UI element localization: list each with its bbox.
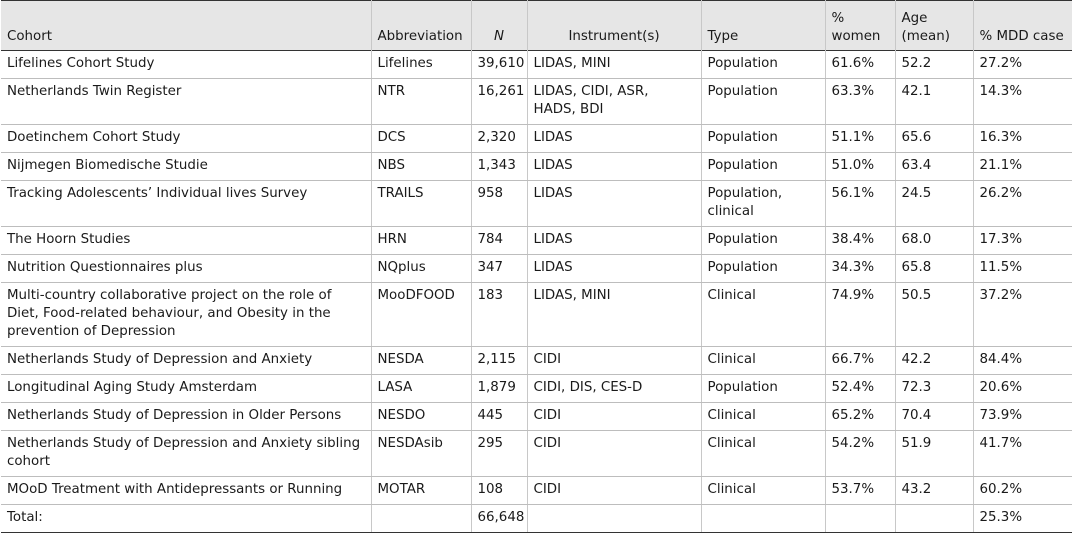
cell-women: 56.1% (825, 181, 895, 227)
cell-cohort: Doetinchem Cohort Study (1, 125, 371, 153)
cell-abbreviation: NESDA (371, 347, 471, 375)
cell-n: 347 (471, 255, 527, 283)
cell-age: 43.2 (895, 477, 973, 505)
cell-age: 70.4 (895, 403, 973, 431)
cell-mdd: 14.3% (973, 79, 1072, 125)
table-row (1, 227, 1072, 255)
cell-type: Population (701, 125, 825, 153)
cell-type: Clinical (701, 477, 825, 505)
cell-type: Population (701, 227, 825, 255)
cell-cohort: Netherlands Study of Depression and Anxiety sibling cohort (1, 431, 371, 477)
cell-mdd: 84.4% (973, 347, 1072, 375)
cell-n: 183 (471, 283, 527, 347)
cell-abbreviation: Lifelines (371, 51, 471, 79)
cell-n: 958 (471, 181, 527, 227)
cell-women: 52.4% (825, 375, 895, 403)
cell-instruments: LIDAS, MINI (527, 51, 701, 79)
cell-cohort: Netherlands Twin Register (1, 79, 371, 125)
cell-abbreviation: NBS (371, 153, 471, 181)
cell-instruments: CIDI (527, 431, 701, 477)
cell-type: Population (701, 153, 825, 181)
cell-type: Clinical (701, 283, 825, 347)
cell-type: Population, clinical (701, 181, 825, 227)
cell-cohort: Nutrition Questionnaires plus (1, 255, 371, 283)
header-women: % women (825, 1, 895, 51)
header-type: Type (701, 1, 825, 51)
cell-n: 2,320 (471, 125, 527, 153)
total-age (895, 505, 973, 533)
cell-abbreviation: MooDFOOD (371, 283, 471, 347)
table-row-total (1, 505, 1072, 533)
cell-instruments: LIDAS (527, 153, 701, 181)
total-label: Total: (1, 505, 371, 533)
cell-women: 66.7% (825, 347, 895, 375)
cell-age: 68.0 (895, 227, 973, 255)
cell-mdd: 27.2% (973, 51, 1072, 79)
table-row (1, 79, 1072, 125)
cell-instruments: LIDAS (527, 181, 701, 227)
cell-n: 108 (471, 477, 527, 505)
cell-abbreviation: NESDO (371, 403, 471, 431)
table-row (1, 431, 1072, 477)
cell-type: Clinical (701, 347, 825, 375)
cell-n: 784 (471, 227, 527, 255)
header-mdd: % MDD case (973, 1, 1072, 51)
cell-women: 63.3% (825, 79, 895, 125)
total-type (701, 505, 825, 533)
cell-abbreviation: LASA (371, 375, 471, 403)
table-row (1, 181, 1072, 227)
cohort-table (1, 0, 1072, 533)
cell-age: 65.6 (895, 125, 973, 153)
total-mdd: 25.3% (973, 505, 1072, 533)
total-instr (527, 505, 701, 533)
cell-abbreviation: HRN (371, 227, 471, 255)
cell-instruments: LIDAS, MINI (527, 283, 701, 347)
cell-women: 51.0% (825, 153, 895, 181)
header-instruments: Instrument(s) (527, 1, 701, 51)
table-row (1, 347, 1072, 375)
header-cohort: Cohort (7, 29, 52, 44)
cell-mdd: 20.6% (973, 375, 1072, 403)
cell-type: Clinical (701, 431, 825, 477)
table-header (1, 1, 1072, 51)
cell-mdd: 21.1% (973, 153, 1072, 181)
cell-mdd: 73.9% (973, 403, 1072, 431)
cell-cohort: Nijmegen Biomedische Studie (1, 153, 371, 181)
cell-mdd: 16.3% (973, 125, 1072, 153)
total-women (825, 505, 895, 533)
cell-age: 65.8 (895, 255, 973, 283)
cell-abbreviation: DCS (371, 125, 471, 153)
cell-instruments: LIDAS (527, 255, 701, 283)
table-row (1, 477, 1072, 505)
cell-cohort: Netherlands Study of Depression in Older Persons (1, 403, 371, 431)
cell-instruments: CIDI (527, 477, 701, 505)
cell-n: 2,115 (471, 347, 527, 375)
cell-n: 16,261 (471, 79, 527, 125)
cell-abbreviation: NESDAsib (371, 431, 471, 477)
cell-age: 51.9 (895, 431, 973, 477)
total-abbr (371, 505, 471, 533)
cell-cohort: Longitudinal Aging Study Amsterdam (1, 375, 371, 403)
cell-women: 65.2% (825, 403, 895, 431)
cell-instruments: LIDAS (527, 227, 701, 255)
cell-cohort: Lifelines Cohort Study (1, 51, 371, 79)
cell-cohort: Multi-country collaborative project on the role of Diet, Food-related behaviour, and Obesity in the prevention of Depression (1, 283, 371, 347)
cell-age: 52.2 (895, 51, 973, 79)
table-row (1, 255, 1072, 283)
cell-abbreviation: NQplus (371, 255, 471, 283)
cell-abbreviation: TRAILS (371, 181, 471, 227)
cell-women: 38.4% (825, 227, 895, 255)
table-row (1, 375, 1072, 403)
cell-instruments: CIDI (527, 347, 701, 375)
cell-type: Population (701, 79, 825, 125)
cell-women: 51.1% (825, 125, 895, 153)
cell-women: 61.6% (825, 51, 895, 79)
cell-age: 42.1 (895, 79, 973, 125)
table-row (1, 153, 1072, 181)
cell-instruments: CIDI (527, 403, 701, 431)
cell-age: 72.3 (895, 375, 973, 403)
table-body (1, 51, 1072, 533)
cell-type: Population (701, 51, 825, 79)
table-row (1, 403, 1072, 431)
cell-type: Clinical (701, 403, 825, 431)
cell-women: 74.9% (825, 283, 895, 347)
table-row (1, 51, 1072, 79)
cell-mdd: 26.2% (973, 181, 1072, 227)
cell-instruments: LIDAS (527, 125, 701, 153)
cell-n: 295 (471, 431, 527, 477)
cell-cohort: MOoD Treatment with Antidepressants or Running (1, 477, 371, 505)
table-row (1, 125, 1072, 153)
cell-instruments: LIDAS, CIDI, ASR, HADS, BDI (527, 79, 701, 125)
cell-n: 445 (471, 403, 527, 431)
cell-mdd: 41.7% (973, 431, 1072, 477)
total-n: 66,648 (471, 505, 527, 533)
cell-mdd: 37.2% (973, 283, 1072, 347)
cell-type: Population (701, 375, 825, 403)
header-age: Age (mean) (895, 1, 973, 51)
cell-cohort: Netherlands Study of Depression and Anxiety (1, 347, 371, 375)
cell-mdd: 11.5% (973, 255, 1072, 283)
table-row (1, 283, 1072, 347)
cell-mdd: 60.2% (973, 477, 1072, 505)
cell-women: 54.2% (825, 431, 895, 477)
cell-women: 53.7% (825, 477, 895, 505)
cell-cohort: The Hoorn Studies (1, 227, 371, 255)
cell-n: 39,610 (471, 51, 527, 79)
cell-abbreviation: MOTAR (371, 477, 471, 505)
cell-instruments: CIDI, DIS, CES-D (527, 375, 701, 403)
cell-age: 24.5 (895, 181, 973, 227)
cell-n: 1,343 (471, 153, 527, 181)
cell-women: 34.3% (825, 255, 895, 283)
cell-age: 63.4 (895, 153, 973, 181)
cell-n: 1,879 (471, 375, 527, 403)
cell-cohort: Tracking Adolescents’ Individual lives Survey (1, 181, 371, 227)
header-abbreviation: Abbreviation (371, 1, 471, 51)
cell-age: 50.5 (895, 283, 973, 347)
cell-mdd: 17.3% (973, 227, 1072, 255)
cell-age: 42.2 (895, 347, 973, 375)
cell-abbreviation: NTR (371, 79, 471, 125)
cell-type: Population (701, 255, 825, 283)
header-n: N (471, 1, 527, 51)
